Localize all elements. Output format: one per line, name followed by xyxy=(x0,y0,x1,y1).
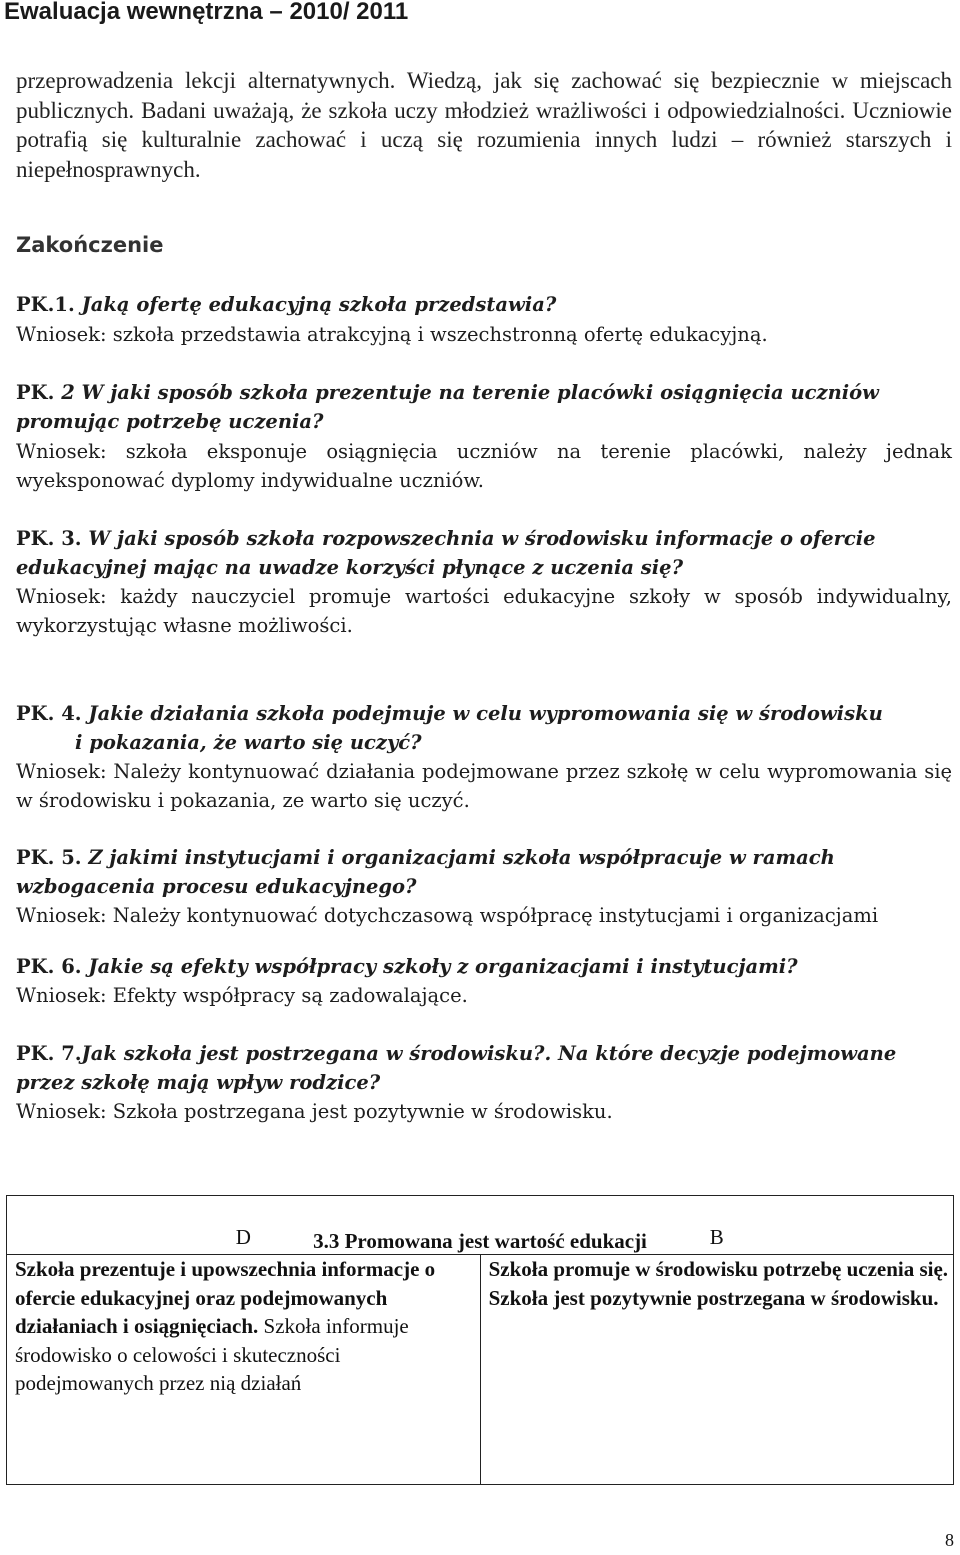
pk2-question-text: 2 W jaki sposób szkoła prezentuje na terenie placówki osiągnięcia uczniów promując potrzebę uczenia? xyxy=(16,381,879,433)
pk5-question xyxy=(16,843,952,901)
pk7-question xyxy=(16,1039,952,1097)
pk6-question-text: Jakie są efekty współpracy szkoły z organizacjami i instytucjami? xyxy=(88,955,798,978)
pk3-question xyxy=(16,524,952,582)
pk2-answer: Wniosek: szkoła eksponuje osiągnięcia uczniów na terenie placówki, należy jednak wyeksponować dyplomy indywidualne uczniów. xyxy=(16,440,952,492)
table-bottom-border xyxy=(7,1484,954,1485)
page-number: 8 xyxy=(945,1530,954,1550)
pk5-question-text: Z jakimi instytucjami i organizacjami szkoła współpracuje w ramach wzbogacenia procesu edukacyjnego? xyxy=(16,846,835,898)
pk2-question xyxy=(16,378,952,436)
pk7-number: PK. 7. xyxy=(16,1042,82,1065)
column-d-bold-text: Szkoła prezentuje i upowszechnia informacje o ofercie edukacyjnej oraz podejmowanych działaniach i osiągnięciach. xyxy=(15,1257,436,1338)
pk2-number: PK. xyxy=(16,381,55,404)
pk4-question xyxy=(16,699,952,728)
pk1-answer: Wniosek: szkoła przedstawia atrakcyjną i wszechstronną ofertę edukacyjną. xyxy=(16,323,768,346)
pk4-answer: Wniosek: Należy kontynuować działania podejmowane przez szkołę w celu wypromowania się w środowisku i pokazania, ze warto się uczyć. xyxy=(16,760,952,812)
intro-paragraph: przeprowadzenia lekcji alternatywnych. Wiedzą, jak się zachować się bezpiecznie w miejscach publicznych. Badani uważają, że szkoła uczy młodzież wrażliwości i odpowiedzialności. Uczniowie potrafią się kulturalnie zachować i uczą się rozumienia innych ludzi – również starszych i niepełnosprawnych. xyxy=(16,68,952,182)
pk5-number: PK. 5. xyxy=(16,846,82,869)
pk6-answer: Wniosek: Efekty współpracy są zadowalające. xyxy=(16,984,468,1007)
pk5-answer: Wniosek: Należy kontynuować dotychczasową współpracę instytucjami i organizacjami xyxy=(16,904,879,927)
table-title: 3.3 Promowana jest wartość edukacji xyxy=(313,1229,647,1253)
pk1-question-text: Jaką ofertę edukacyjną szkoła przedstawia? xyxy=(81,293,557,316)
pk6-number: PK. 6. xyxy=(16,955,82,978)
column-b-cell: B Szkoła promuje w środowisku potrzebę uczenia się. Szkoła jest pozytywnie postrzegana w środowisku. xyxy=(480,1255,953,1485)
pk1-question xyxy=(16,290,952,319)
column-d-normal-text: Szkoła informuje środowisko o celowości i skuteczności podejmowanych przez nią działań xyxy=(15,1314,409,1395)
pk3-question-text: W jaki sposób szkoła rozpowszechnia w środowisku informacje o ofercie edukacyjnej mając na uwadze korzyści płynące z uczenia się? xyxy=(16,527,876,579)
section-heading: Zakończenie xyxy=(16,233,164,257)
column-d-cell: D Szkoła prezentuje i upowszechnia informacje o ofercie edukacyjnej oraz podejmowanych działaniach i osiągnięciach. Szkoła informuje środowisko o celowości i skuteczności podejmowanych przez nią działań xyxy=(7,1255,481,1485)
pk4-question-line2: i pokazania, że warto się uczyć? xyxy=(75,731,422,754)
pk7-answer: Wniosek: Szkoła postrzegana jest pozytywnie w środowisku. xyxy=(16,1100,613,1123)
pk3-number: PK. 3. xyxy=(16,527,82,550)
pk4-question-line1: Jakie działania szkoła podejmuje w celu wypromowania się w środowisku xyxy=(88,702,883,725)
pk7-question-text: Jak szkoła jest postrzegana w środowisku?. Na które decyzje podejmowane przez szkołę mają wpływ rodzice? xyxy=(16,1042,897,1094)
pk4-number: PK. 4. xyxy=(16,702,82,725)
document-header: Ewaluacja wewnętrzna – 2010/ 2011 xyxy=(4,0,409,25)
pk1-number: PK.1. xyxy=(16,293,75,316)
column-b-bold-text: Szkoła promuje w środowisku potrzebę uczenia się. Szkoła jest pozytywnie postrzegana w środowisku. xyxy=(488,1257,949,1310)
pk3-answer: Wniosek: każdy nauczyciel promuje wartości edukacyjne szkoły w sposób indywidualny, wykorzystując własne możliwości. xyxy=(16,585,952,637)
pk6-question xyxy=(16,952,952,981)
criteria-table xyxy=(6,1195,954,1485)
